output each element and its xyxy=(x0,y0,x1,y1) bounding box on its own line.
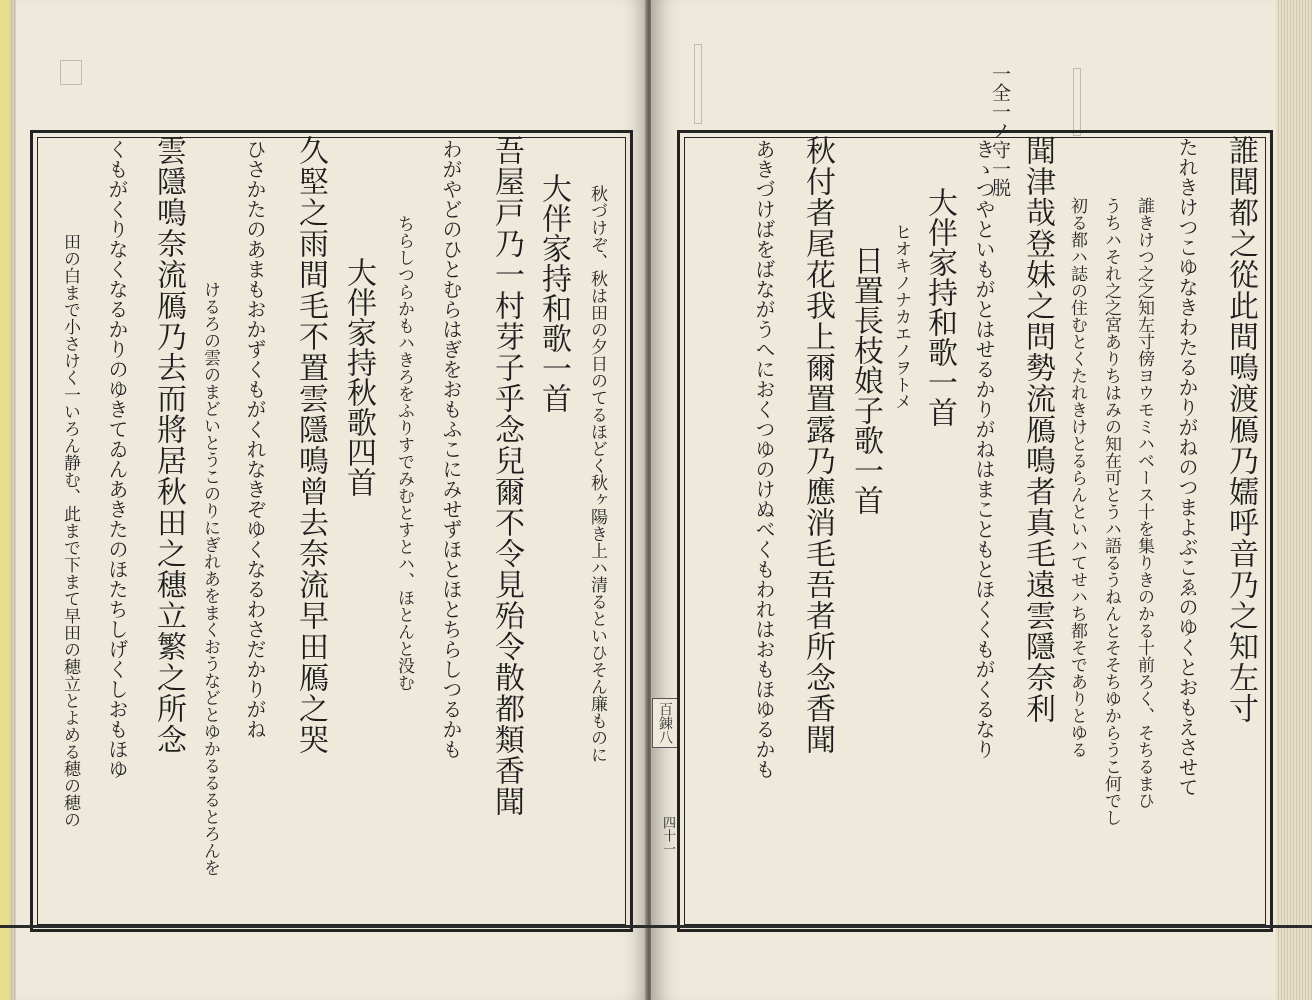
left-col-12: 田の白まで小さけく一いろん静む、此まで下まて早田の穂立とよめる穂の穂の xyxy=(60,233,80,828)
left-col-4: わがやどのひとむらはぎをおもふこにみせずほとほとちらしつるかも xyxy=(439,139,463,759)
left-col-7: 久堅之雨間毛不置雲隱鳴曾去奈流早田鴈之哭 xyxy=(293,135,328,755)
right-header-label: 一全一ノ守一脱 xyxy=(989,64,1011,197)
right-col-9: ヒオキノナカエノヲトメ xyxy=(891,223,911,410)
left-col-10: 雲隱鳴奈流鴈乃去而將居秋田之穗立繁之所念 xyxy=(151,135,186,755)
right-col-2: たれきけつこゆなきわたるかりがねのつまよぶこゑのゆくとおもえさせて xyxy=(1175,137,1199,797)
right-col-1: 誰聞都之從此間鳴渡鴈乃嬬呼音乃之知左寸 xyxy=(1223,135,1258,724)
faint-stamp-right-2 xyxy=(1073,68,1081,136)
yellow-board-edge xyxy=(0,0,9,1000)
left-col-3: 吾屋戸乃一村芽子乎念兒爾不令見殆令散都類香聞 xyxy=(489,135,524,817)
right-col-7: きゝつやといもがとはせるかりがねはまこともとほくくもがくるなり xyxy=(972,139,996,759)
right-text-frame xyxy=(677,130,1273,932)
left-col-5: ちらしつらかもハきろをふりすでみむとすとハ、ほとんと没む xyxy=(394,215,414,691)
faint-stamp-right-1 xyxy=(694,44,702,124)
left-col-9: けるろの雲のまどいとうこのりにぎれあをまくおうなどとゆかるるるとろんを xyxy=(200,281,220,876)
right-col-10: 日置長枝娘子歌一首 xyxy=(848,245,883,515)
faint-stamp-left xyxy=(60,60,82,85)
left-text-frame xyxy=(30,130,633,932)
right-col-11: 秋付者尾花我上爾置露乃應消毛吾者所念香聞 xyxy=(800,135,835,755)
right-col-8: 大伴家持和歌一首 xyxy=(922,187,957,427)
right-col-3: 誰きけつ之之知左寸傍ヨウモミハベース十を集りきのかる十前ろく、そちるまひ xyxy=(1134,197,1154,809)
left-col-11: くもがくりなくなるかりのゆきてゐんあきたのほたちしげくしおもほゆ xyxy=(105,139,129,779)
page-number: 四十一 xyxy=(660,816,675,855)
binding-thread xyxy=(0,925,1312,928)
left-col-2: 大伴家持和歌一首 xyxy=(536,173,571,413)
right-col-5: 初る都ハ誌の住むとくたれきけとるらんといハてせハち都そでありとゆる xyxy=(1067,197,1087,758)
right-fore-edge xyxy=(1276,0,1312,1000)
right-col-6: 聞津哉登妹之問勢流鴈鳴者真毛遠雲隱奈利 xyxy=(1020,135,1055,724)
right-col-4: うちハそれ之之宮ありちはみの知在可とうハ語るうねんとそそちゆからうこ何でし xyxy=(1101,197,1121,826)
margin-note: 百錬八 xyxy=(652,698,678,748)
left-col-8: ひさかたのあまもおかずくもがくれなきぞゆくなるわさだかりがね xyxy=(243,139,267,739)
left-col-6: 大伴家持秋歌四首 xyxy=(341,257,376,497)
right-col-12: あきづけばをばながうへにおくつゆのけぬべくもわれはおもほゆるかも xyxy=(752,139,776,779)
left-col-1: 秋づけぞ、秋は田の夕日のてるほどく秋ヶ陽き上ハ清るといひそん廉ものに xyxy=(587,185,607,763)
